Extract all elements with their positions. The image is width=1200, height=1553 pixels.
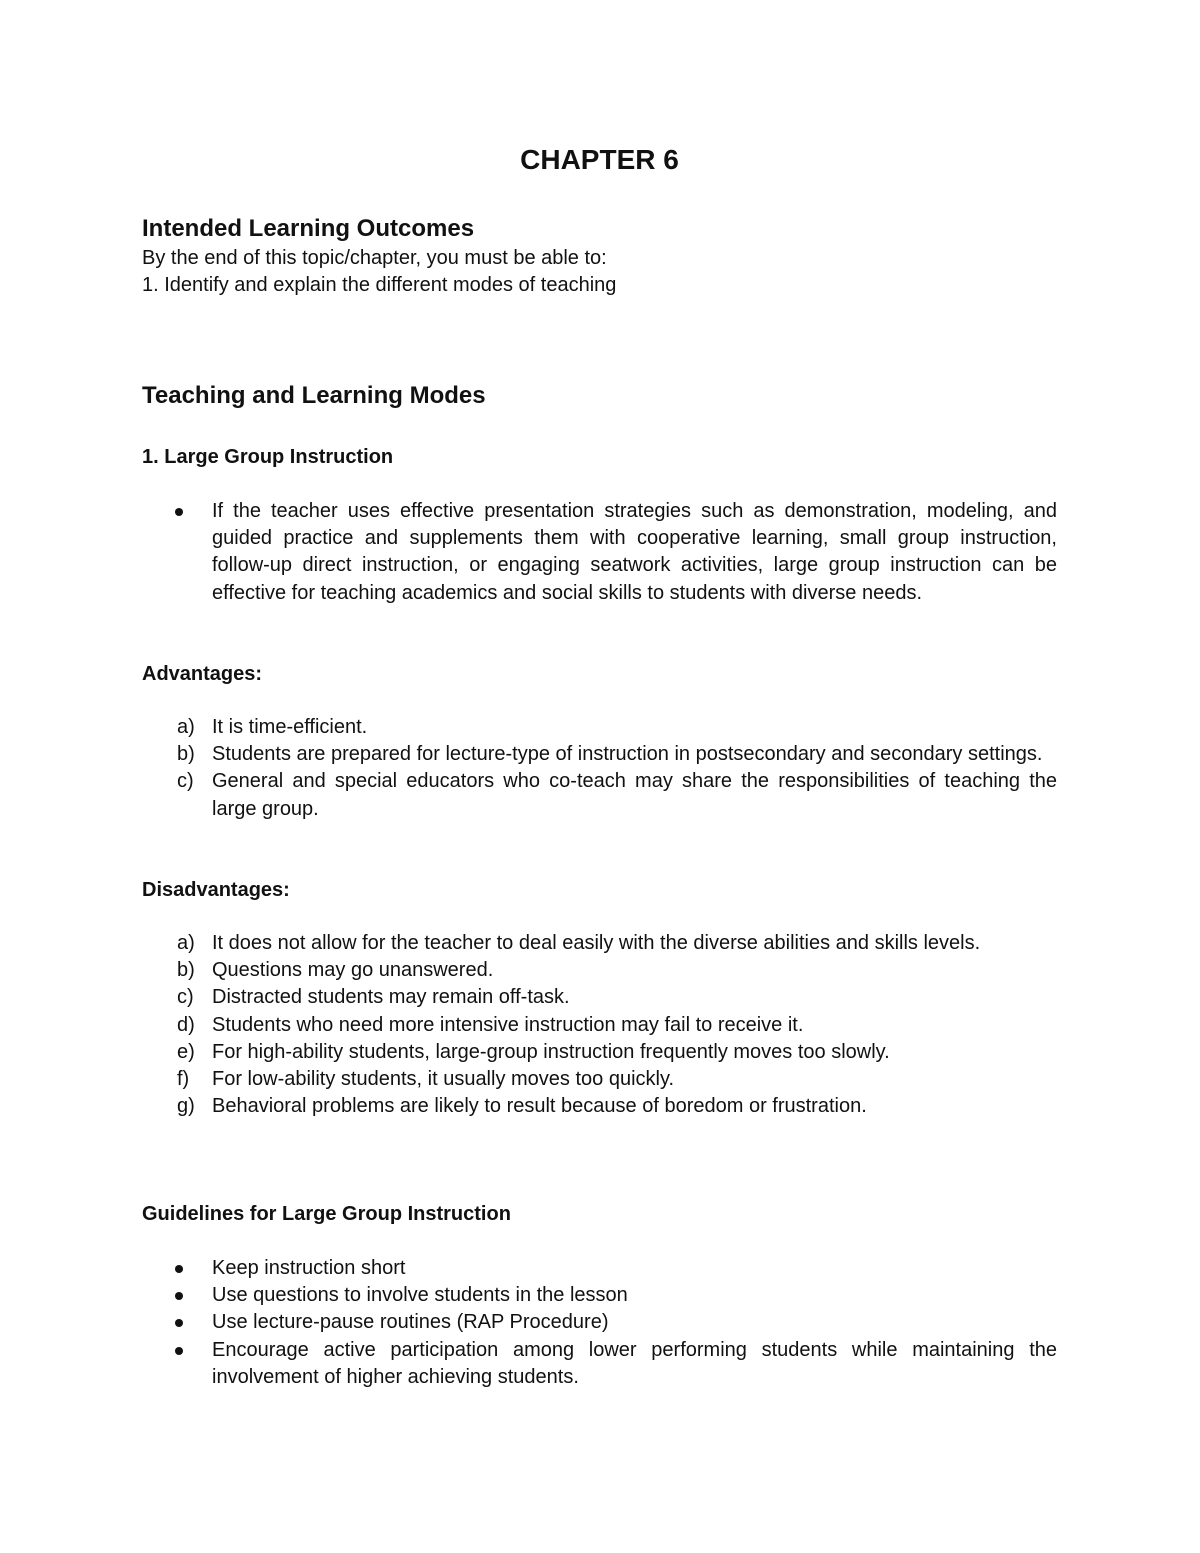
advantage-item [142,741,1057,768]
guideline-item [142,1282,1057,1309]
advantages-list [142,714,1057,823]
ilo-intro: By the end of this topic/chapter, you must be able to: [142,247,607,269]
disadvantage-text: For low-ability students, it usually moves too quickly. [212,1068,675,1091]
advantage-item [142,768,1057,822]
guidelines-heading: Guidelines for Large Group Instruction [142,1203,511,1225]
guideline-text: Keep instruction short [212,1257,406,1279]
list-marker: c) [177,770,194,793]
disadvantage-item [142,957,1057,984]
disadvantages-heading: Disadvantages: [142,879,290,901]
disadvantages-list [142,930,1057,1120]
guideline-text: Encourage active participation among lower performing students while maintaining the involvement of higher achieving students. [212,1338,1057,1388]
disadvantage-text: Questions may go unanswered. [212,959,494,982]
bullet-icon [175,1319,183,1327]
guideline-text: Use lecture-pause routines (RAP Procedure) [212,1311,609,1334]
guideline-item [142,1337,1057,1391]
list-marker: e) [177,1040,195,1063]
ilo-outcome-1: 1. Identify and explain the different modes of teaching [142,274,617,296]
advantages-heading: Advantages: [142,663,263,685]
list-marker: c) [177,986,194,1009]
guideline-item [142,1255,1057,1282]
list-marker: g) [177,1095,195,1118]
list-marker: a) [177,716,195,738]
bullet-icon [175,1347,183,1355]
disadvantage-text: Distracted students may remain off-task. [212,986,570,1009]
disadvantage-text: Students who need more intensive instruction may fail to receive it. [212,1013,804,1036]
disadvantage-text: It does not allow for the teacher to deal easily with the diverse abilities and skills levels. [212,932,981,954]
list-marker: d) [177,1013,195,1036]
disadvantage-item [142,1093,1057,1120]
disadvantage-text: For high-ability students, large-group instruction frequently moves too slowly. [212,1040,890,1063]
bullet-icon [175,508,183,516]
disadvantage-item [142,1066,1057,1093]
disadvantage-text: Behavioral problems are likely to result because of boredom or frustration. [212,1095,867,1118]
guidelines-list [142,1255,1057,1391]
guideline-item [142,1309,1057,1336]
large-group-description [142,498,1057,607]
advantage-text: It is time-efficient. [212,716,368,738]
disadvantage-item [142,1012,1057,1039]
large-group-description-text: If the teacher uses effective presentation strategies such as demonstration, modeling, and guided practice and supplements them with cooperative learning, small group instruction, follow-up direct instruction, or engaging seatwork activities, large group instruction can be effective for teaching academics and social skills to students with diverse needs. [212,500,1057,604]
list-marker: b) [177,959,195,982]
list-marker: f) [177,1068,190,1091]
advantage-item [142,714,1057,741]
bullet-icon [175,1292,183,1300]
guideline-text: Use questions to involve students in the lesson [212,1284,628,1307]
disadvantage-item [142,1039,1057,1066]
list-marker: a) [177,932,195,954]
large-group-description-list [142,498,1057,607]
ilo-heading: Intended Learning Outcomes [142,215,475,242]
chapter-title: CHAPTER 6 [520,144,679,175]
disadvantage-item [142,984,1057,1011]
advantage-text: Students are prepared for lecture-type of instruction in postsecondary and secondary settings. [212,743,1043,766]
large-group-heading: 1. Large Group Instruction [142,446,394,468]
advantage-text: General and special educators who co-teach may share the responsibilities of teaching the large group. [212,770,1057,820]
disadvantage-item [142,930,1057,957]
bullet-icon [175,1265,183,1273]
modes-heading: Teaching and Learning Modes [142,382,486,409]
list-marker: b) [177,743,195,766]
